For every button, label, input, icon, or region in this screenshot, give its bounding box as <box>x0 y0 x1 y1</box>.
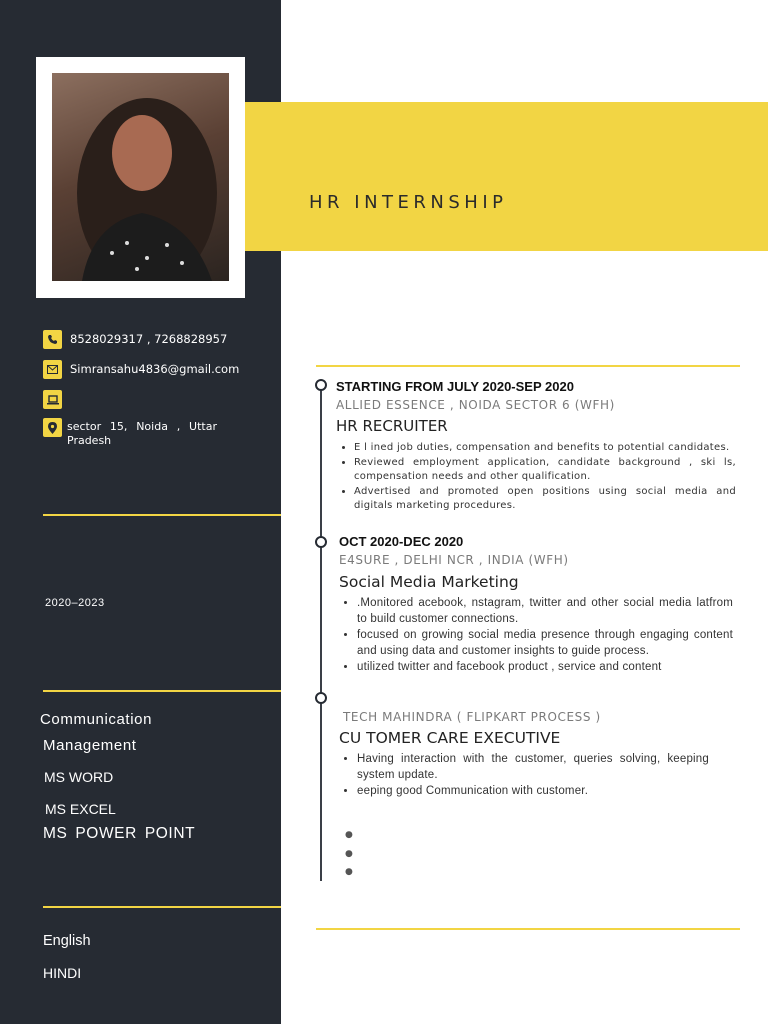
email-text: Simransahu4836@gmail.com <box>70 362 240 376</box>
duty-item: • Reviewed employment application, candidate background , ski ls, compensation needs and other qualification. <box>354 456 736 485</box>
timeline-node <box>315 692 327 704</box>
education-years: 2020–2023 <box>45 597 105 609</box>
skill-item: MS EXCEL <box>45 801 116 817</box>
phone-text: 8528029317 , 7268828957 <box>70 332 228 346</box>
duty-item: • eeping good Communication with customer. <box>357 783 709 799</box>
skill-item: MS POWER POINT <box>43 825 196 842</box>
location-icon <box>43 418 62 437</box>
timeline-line <box>320 383 322 881</box>
skill-item: Communication <box>40 711 153 728</box>
page-title: HR INTERNSHIP <box>309 192 508 213</box>
duty-item: • focused on growing social media presence through engaging content and using data and customer insights to guide process. <box>357 627 733 659</box>
address-text: sector 15, Noida , Uttar Pradesh <box>67 420 217 447</box>
job-role: Social Media Marketing <box>339 573 519 591</box>
contact-website <box>43 390 70 409</box>
job-duties <box>336 441 736 514</box>
laptop-icon <box>43 390 62 409</box>
experience-item <box>339 534 733 675</box>
phone-icon <box>43 330 62 349</box>
job-date: STARTING FROM JULY 2020-SEP 2020 <box>336 379 574 394</box>
skill-item: MS WORD <box>44 769 114 785</box>
duty-item: • Advertised and promoted open positions using social media and digitals marketing procedures. <box>354 485 736 514</box>
job-company: E4SURE , DELHI NCR , INDIA (WFH) <box>339 553 569 567</box>
experience-item <box>336 379 736 514</box>
duty-item: • utilized twitter and facebook product , service and content <box>357 659 733 675</box>
duty-item: • .Monitored acebook, nstagram, twitter and other social media latfrom to build customer connections. <box>357 595 733 627</box>
contact-email <box>43 360 239 379</box>
job-duties <box>339 595 733 675</box>
profile-photo <box>52 73 229 281</box>
contact-address <box>43 418 217 448</box>
job-company: ALLIED ESSENCE , NOIDA SECTOR 6 (WFH) <box>336 398 615 412</box>
skill-item: Management <box>43 737 137 754</box>
email-icon <box>43 360 62 379</box>
contact-phone <box>43 330 227 349</box>
language-item: HINDI <box>43 965 82 981</box>
bullet-icon: ● <box>345 867 353 877</box>
timeline-node <box>315 536 327 548</box>
job-role: CU TOMER CARE EXECUTIVE <box>339 729 561 747</box>
experience-item <box>339 706 709 799</box>
divider <box>316 928 740 930</box>
job-duties <box>339 751 709 799</box>
header-banner <box>245 102 768 251</box>
divider <box>316 365 740 367</box>
job-company: TECH MAHINDRA ( FLIPKART PROCESS ) <box>343 710 601 724</box>
divider <box>43 690 281 692</box>
empty-bullet-list <box>345 826 353 882</box>
bullet-icon: ● <box>345 848 353 859</box>
job-date: OCT 2020-DEC 2020 <box>339 534 464 549</box>
duty-item: • Having interaction with the customer, queries solving, keeping system update. <box>357 751 709 783</box>
bullet-icon: ● <box>345 830 353 840</box>
language-item: English <box>43 933 91 949</box>
duty-item: • E l ined job duties, compensation and benefits to potential candidates. <box>354 441 736 456</box>
timeline-node <box>315 379 327 391</box>
job-role: HR RECRUITER <box>336 417 448 435</box>
profile-photo-frame <box>36 57 245 298</box>
divider <box>43 906 281 908</box>
divider <box>43 514 281 516</box>
